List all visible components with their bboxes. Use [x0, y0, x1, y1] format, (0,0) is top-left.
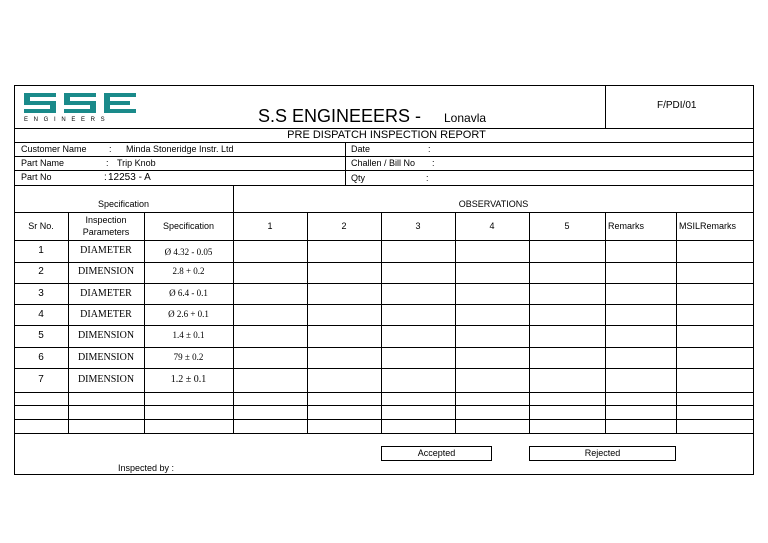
accepted-box[interactable]: Accepted	[381, 446, 492, 461]
company-logo	[22, 92, 142, 126]
row-sr: 2	[38, 266, 44, 277]
row-sr: 5	[38, 330, 44, 341]
col-sr-no: Sr No.	[28, 221, 54, 231]
part-no-colon: :	[104, 172, 107, 183]
customer-name-label: Customer Name	[21, 144, 87, 154]
col-specification: Specification	[162, 221, 215, 231]
form-code: F/PDI/01	[657, 100, 697, 111]
qty-label: Qty	[351, 173, 366, 183]
row-param: DIMENSION	[77, 330, 135, 341]
rejected-box[interactable]: Rejected	[529, 446, 676, 461]
date-label: Date	[351, 144, 371, 154]
report-title: PRE DISPATCH INSPECTION REPORT	[287, 129, 486, 141]
part-name-colon: :	[106, 158, 109, 168]
row-param: DIMENSION	[77, 374, 135, 385]
row-spec: 1.4 ± 0.1	[172, 330, 205, 340]
row-spec: Ø 2.6 + 0.1	[168, 309, 209, 319]
challen-label: Challen / Bill No	[351, 158, 416, 168]
row-spec: 2.8 + 0.2	[172, 266, 205, 276]
row-spec: 1.2 ± 0.1	[170, 374, 207, 385]
row-spec: Ø 4.32 - 0.05	[164, 247, 213, 257]
qty-colon: :	[426, 173, 429, 183]
col-remarks: Remarks	[608, 221, 645, 231]
part-name-value: Trip Knob	[117, 158, 156, 168]
col-params-line2: Parameters	[82, 227, 130, 237]
col-obs-4: 4	[489, 221, 495, 231]
logo-subtitle: E N G I N E E R S	[24, 117, 107, 123]
row-sr: 6	[38, 352, 44, 363]
col-msil-remarks: MSILRemarks	[679, 221, 737, 231]
row-param: DIAMETER	[80, 309, 132, 320]
part-name-label: Part Name	[21, 158, 65, 168]
row-sr: 4	[38, 309, 44, 320]
row-sr: 1	[38, 245, 44, 256]
col-obs-3: 3	[415, 221, 421, 231]
col-obs-2: 2	[341, 221, 347, 231]
col-obs-1: 1	[267, 221, 273, 231]
date-colon: :	[428, 144, 431, 154]
row-param: DIMENSION	[77, 266, 135, 277]
inspection-report-sheet	[14, 85, 754, 475]
row-param: DIMENSION	[77, 352, 135, 363]
row-spec: Ø 6.4 - 0.1	[169, 288, 208, 298]
part-no-value: 12253 - A	[108, 172, 151, 183]
inspected-by-label: Inspected by :	[118, 463, 175, 473]
logo-mark	[22, 92, 140, 114]
company-name: S.S ENGINEEERS -	[258, 106, 422, 126]
row-sr: 7	[38, 374, 44, 385]
customer-name-value: Minda Stoneridge Instr. Ltd	[126, 144, 234, 154]
company-location: Lonavla	[444, 111, 487, 125]
row-param: DIAMETER	[80, 288, 132, 299]
logo-graphic	[22, 92, 140, 114]
part-no-label: Part No	[21, 172, 52, 182]
customer-colon: :	[109, 144, 112, 154]
observations-header: OBSERVATIONS	[458, 199, 529, 209]
col-params-line1: Inspection	[85, 215, 127, 225]
challen-colon: :	[432, 158, 435, 168]
col-obs-5: 5	[564, 221, 570, 231]
row-param: DIAMETER	[80, 245, 132, 256]
spec-group-header: Specification	[97, 199, 150, 209]
row-spec: 79 ± 0.2	[173, 352, 204, 362]
row-sr: 3	[38, 288, 44, 299]
